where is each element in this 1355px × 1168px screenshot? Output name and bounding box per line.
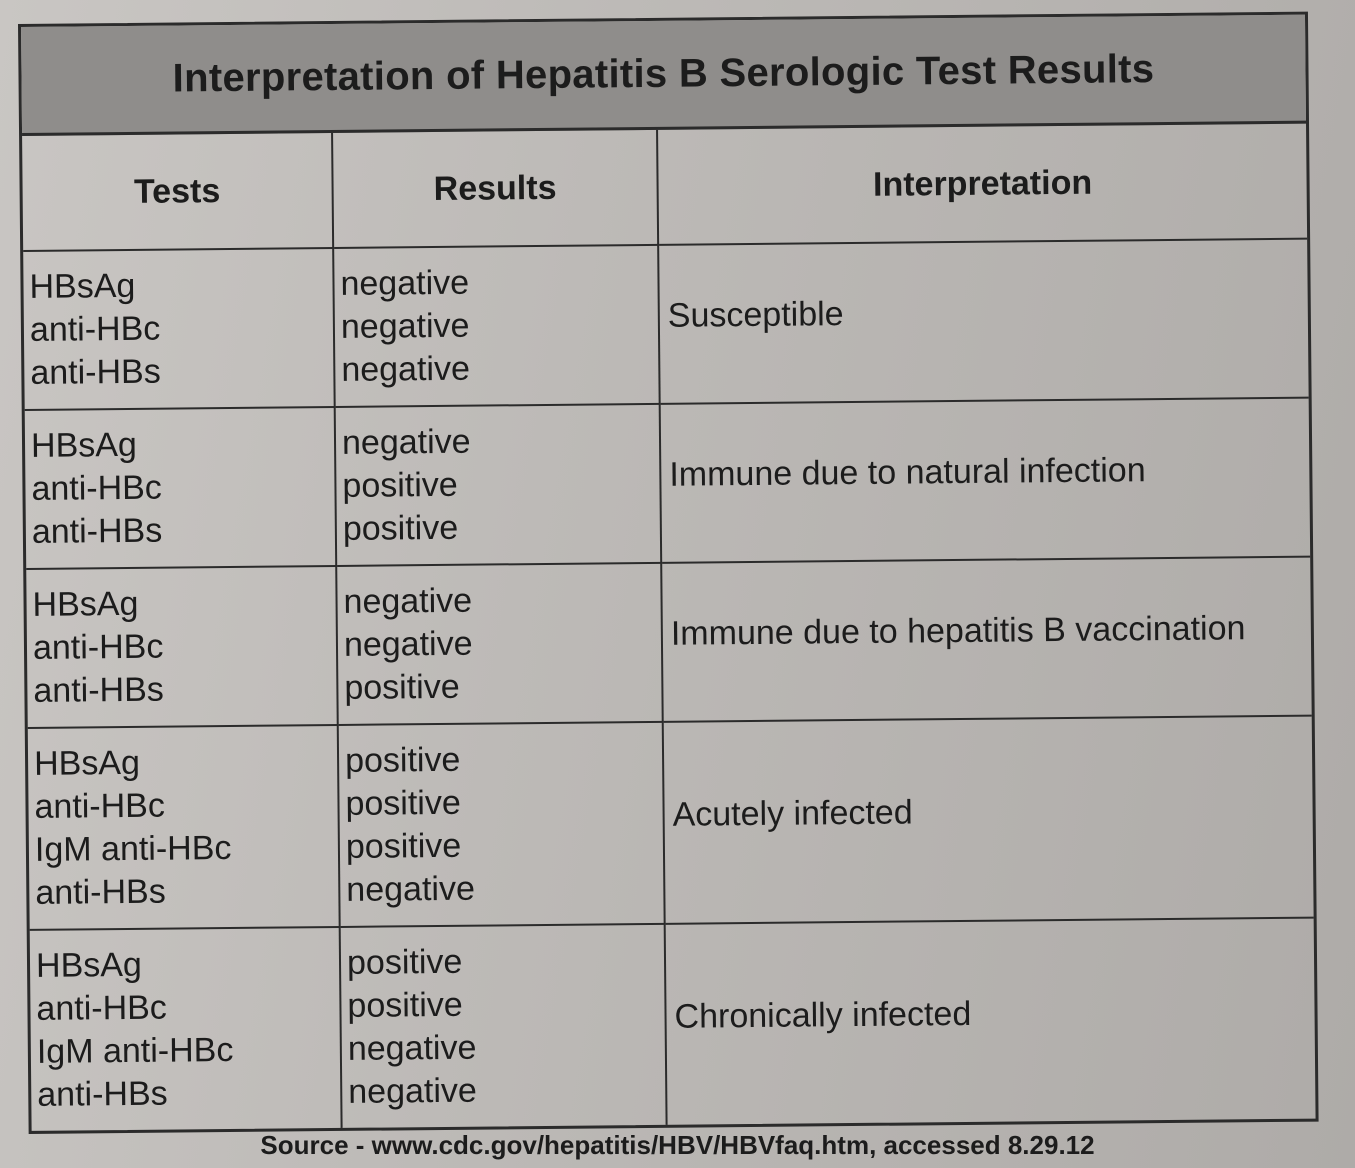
header-results: Results xyxy=(332,130,658,248)
test-result: positive xyxy=(345,783,461,823)
tests-cell xyxy=(25,407,337,569)
results-table xyxy=(22,124,1315,1131)
test-result: negative xyxy=(346,869,476,909)
test-name: HBsAg xyxy=(30,425,138,465)
test-result: negative xyxy=(341,422,471,462)
results-cell xyxy=(340,924,667,1128)
test-name: HBsAg xyxy=(32,584,139,624)
header-interpretation: Interpretation xyxy=(657,124,1307,245)
test-name: HBsAg xyxy=(33,743,141,783)
test-name: HBsAg xyxy=(35,945,143,985)
test-name: anti-HBc xyxy=(36,988,168,1028)
test-name: anti-HBs xyxy=(31,511,163,551)
results-cell xyxy=(338,722,665,927)
test-result: negative xyxy=(340,306,470,346)
header-tests: Tests xyxy=(22,133,333,251)
table-row xyxy=(23,239,1308,410)
interpretation-cell: Susceptible xyxy=(658,239,1308,404)
tests-cell xyxy=(28,725,340,930)
interpretation-cell: Acutely infected xyxy=(663,716,1314,924)
test-name: IgM anti-HBc xyxy=(36,1030,234,1071)
results-cell xyxy=(335,404,662,566)
test-name: anti-HBs xyxy=(30,352,161,392)
interpretation-cell: Chronically infected xyxy=(665,918,1316,1125)
test-result: negative xyxy=(348,1071,477,1111)
test-result: positive xyxy=(346,942,463,982)
test-name: anti-HBc xyxy=(32,627,164,667)
tests-cell xyxy=(23,248,335,410)
test-name: anti-HBc xyxy=(29,309,161,349)
test-name: anti-HBc xyxy=(31,468,163,508)
table-title: Interpretation of Hepatitis B Serologic Test Results xyxy=(21,15,1306,136)
test-result: negative xyxy=(343,624,473,664)
source-citation: Source - www.cdc.gov/hepatitis/HBV/HBVfaq.htm, accessed 8.29.12 xyxy=(260,1130,1095,1160)
test-name: IgM anti-HBc xyxy=(34,828,232,869)
test-result: positive xyxy=(342,465,458,505)
test-name: HBsAg xyxy=(29,266,136,306)
test-result: negative xyxy=(341,349,471,389)
table-row xyxy=(25,398,1310,569)
test-name: anti-HBs xyxy=(35,872,166,912)
header-row xyxy=(22,124,1307,251)
tests-cell xyxy=(26,566,338,728)
test-result: positive xyxy=(345,826,462,866)
results-cell xyxy=(333,245,660,407)
test-result: positive xyxy=(344,667,460,707)
test-result: negative xyxy=(343,581,473,621)
interpretation-cell: Immune due to natural infection xyxy=(660,398,1310,563)
test-name: anti-HBs xyxy=(33,670,164,710)
interpretation-cell: Immune due to hepatitis B vaccination xyxy=(661,557,1311,722)
test-name: anti-HBc xyxy=(34,786,166,826)
test-result: positive xyxy=(342,508,459,548)
test-result: negative xyxy=(340,263,470,303)
test-result: positive xyxy=(344,740,461,780)
results-cell xyxy=(336,563,663,725)
test-result: negative xyxy=(347,1028,477,1068)
test-name: anti-HBs xyxy=(37,1074,168,1114)
test-result: positive xyxy=(347,985,463,1025)
table-row xyxy=(28,716,1314,930)
serology-table xyxy=(18,12,1319,1134)
tests-cell xyxy=(30,927,342,1131)
table-row xyxy=(30,918,1316,1131)
table-row xyxy=(26,557,1311,728)
